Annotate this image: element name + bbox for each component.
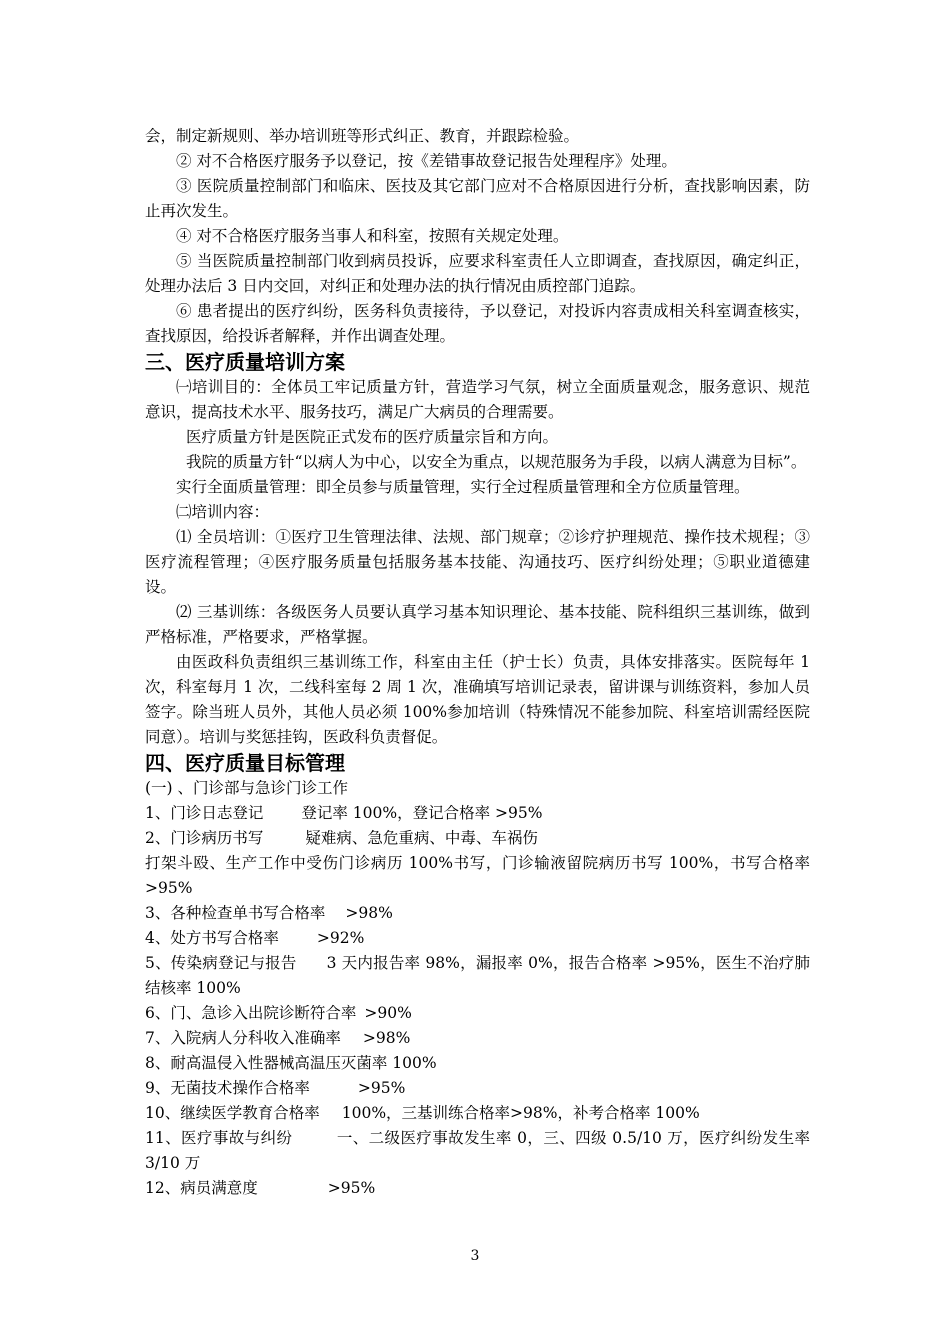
paragraph: 我院的质量方针“以病人为中心，以安全为重点，以规范服务为手段，以病人满意为目标”。	[186, 453, 807, 471]
target-item	[145, 801, 810, 826]
paragraph: ㈠培训目的：全体员工牢记质量方针，营造学习气氛，树立全面质量观念，服务意识、规范意识，提高技术水平、服务技巧，满足广大病员的合理需要。	[145, 378, 810, 421]
paragraph: 由医政科负责组织三基训练工作，科室由主任（护士长）负责，具体安排落实。医院每年 1 次，科室每月 1 次，二线科室每 2 周 1 次，准确填写培训记录表，留讲课与训练资料，参加人员签字。除当班人员外，其他人员必须 100%参加培训（特殊情况不能参加院、科室培训需经医院同意）。培训与奖惩挂钩，医政科负责督促。	[145, 653, 810, 746]
target-item	[145, 1026, 810, 1051]
target-value: >95%	[357, 1079, 406, 1097]
target-value: 打架斗殴、生产工作中受伤门诊病历 100%书写，门诊输液留院病历书写 100%，书写合格率 >95%	[145, 854, 810, 897]
target-item	[145, 851, 810, 901]
target-value: >98%	[362, 1029, 411, 1047]
section-heading: 四、医疗质量目标管理	[145, 751, 345, 775]
target-item	[145, 1076, 810, 1101]
target-label: 6、门、急诊入出院诊断符合率	[145, 1004, 357, 1022]
target-value: 疑难病、急危重病、中毒、车祸伤	[305, 829, 538, 847]
target-item	[145, 1051, 810, 1076]
paragraph: ⑥ 患者提出的医疗纠纷，医务科负责接待，予以登记，对投诉内容责成相关科室调查核实，查找原因，给投诉者解释，并作出调查处理。	[145, 302, 810, 345]
target-label: 2、门诊病历书写	[145, 829, 264, 847]
page-content	[145, 124, 810, 1201]
target-item	[145, 1101, 810, 1126]
target-value: >90%	[364, 1004, 412, 1022]
subsection-heading: (一) 、门诊部与急诊门诊工作	[145, 779, 349, 797]
section-heading: 三、医疗质量培训方案	[145, 350, 345, 374]
target-label: 12、病员满意度	[145, 1179, 258, 1197]
target-label: 9、无菌技术操作合格率	[145, 1079, 310, 1097]
target-value: 3 天内报告率 98%，漏报率 0%，报告合格率 >95%，医生不治疗肺结核率 100%	[145, 954, 810, 997]
target-value: >98%	[345, 904, 393, 922]
target-item	[145, 926, 810, 951]
target-item	[145, 1001, 810, 1026]
target-item	[145, 1176, 810, 1201]
paragraph: ⑤ 当医院质量控制部门收到病员投诉，应要求科室责任人立即调查，查找原因，确定纠正，处理办法后 3 日内交回，对纠正和处理办法的执行情况由质控部门追踪。	[145, 252, 810, 295]
target-item	[145, 901, 810, 926]
target-label: 7、入院病人分科收入准确率	[145, 1029, 341, 1047]
page-number: 3	[470, 1248, 480, 1264]
paragraph: ⑴ 全员培训：①医疗卫生管理法律、法规、部门规章；②诊疗护理规范、操作技术规程；③医疗流程管理；④医疗服务质量包括服务基本技能、沟通技巧、医疗纠纷处理；⑤职业道德建设。	[145, 528, 810, 596]
target-label: 10、继续医学教育合格率	[145, 1104, 320, 1122]
paragraph: ④ 对不合格医疗服务当事人和科室，按照有关规定处理。	[176, 227, 569, 245]
paragraph: ③ 医院质量控制部门和临床、医技及其它部门应对不合格原因进行分析，查找影响因素，防止再次发生。	[145, 177, 810, 220]
paragraph: ② 对不合格医疗服务予以登记，按《差错事故登记报告处理程序》处理。	[176, 152, 677, 170]
target-label: 5、传染病登记与报告	[145, 954, 297, 972]
paragraph: ⑵ 三基训练：各级医务人员要认真学习基本知识理论、基本技能、院科组织三基训练，做到严格标准，严格要求，严格掌握。	[145, 603, 810, 646]
target-value: 登记率 100%，登记合格率 >95%	[301, 804, 543, 822]
paragraph: 实行全面质量管理：即全员参与质量管理，实行全过程质量管理和全方位质量管理。	[176, 478, 750, 496]
target-value: >92%	[316, 929, 365, 947]
paragraph: ㈡培训内容：	[176, 503, 270, 521]
target-label: 4、处方书写合格率	[145, 929, 279, 947]
target-item	[145, 951, 810, 1001]
target-label: 11、医疗事故与纠纷	[145, 1129, 293, 1147]
target-label: 3、各种检查单书写合格率	[145, 904, 326, 922]
paragraph: 会，制定新规则、举办培训班等形式纠正、教育，并跟踪检验。	[145, 127, 580, 145]
target-value: 100%，三基训练合格率>98%，补考合格率 100%	[341, 1104, 700, 1122]
target-value: >95%	[327, 1179, 376, 1197]
target-item	[145, 1126, 810, 1176]
target-value: 一、二级医疗事故发生率 0，三、四级 0.5/10 万，医疗纠纷发生率 3/10 万	[145, 1129, 810, 1172]
target-label: 1、门诊日志登记	[145, 804, 264, 822]
target-item	[145, 826, 810, 851]
paragraph: 医疗质量方针是医院正式发布的医疗质量宗旨和方向。	[186, 428, 559, 446]
target-label: 8、耐高温侵入性器械高温压灭菌率 100%	[145, 1054, 437, 1072]
